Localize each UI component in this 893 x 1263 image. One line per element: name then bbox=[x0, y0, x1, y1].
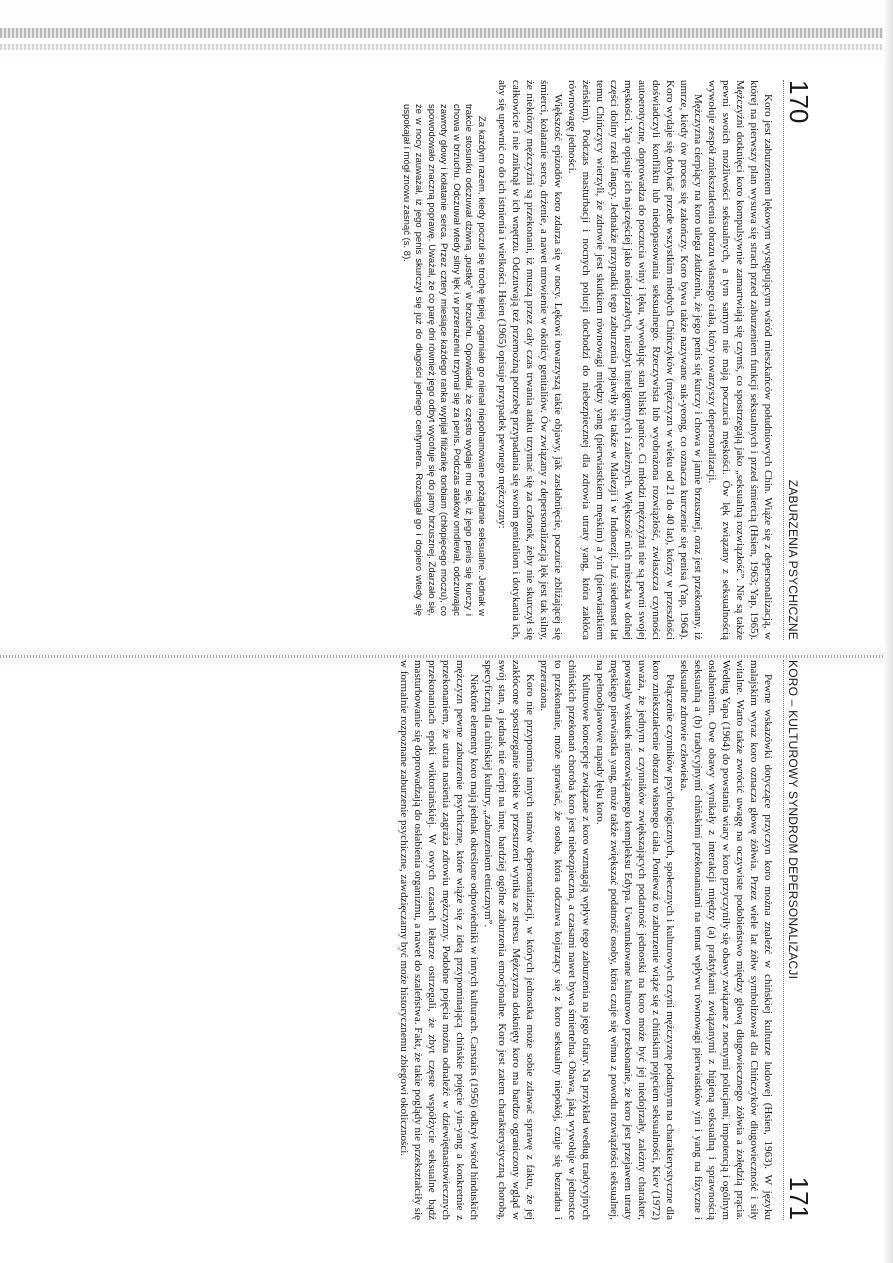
page-170 bbox=[400, 80, 813, 640]
paragraph: Kulturowe koncepcje związane z koro wzmagają wpływ tego zaburzenia na jego ofiary. Na przykład według tradycyjnych chińskich przekonań choroba koro jest niebezpieczna, a czasami nawet bywa śmiertelna. Obawa, jaką wywołuje w jednostce to przekonanie, może sprawiać, że osoba, która odczuwa kojarzący się z koro seksualny niepokój, czuje się bezradna i przerażona. bbox=[538, 660, 592, 1220]
scan-edge-noise-faint bbox=[0, 44, 893, 50]
paragraph: Niektóre elementy koro mają jednak określone odpowiedniki w innych kulturach. Carstairs (1956) odkrył wśród hinduskich mężczyzn pewne zaburzenie psychiczne, które wiąże się z ideą przypominającą chińskie pojęcie yin-yang a konkretnie z przekonaniem, że utrata nasienia zagraża zdrowiu mężczyzny. Podobne pojęcia można odnaleźć w dziewiętnastowiecznych przekonaniach epoki wiktoriańskiej. W owych czasach lekarze ostrzegali, że zbyt częste współżycie seksualne bądź masturbowanie się doprowadzają do osłabienia organizmu, a nawet do szaleństwa. Fakt, że takie poglądy nie przekształciły się w formalnie rozpoznane zaburzenie psychiczne, zawdzięczamy być może historycznemu zbiegowi okoliczności. bbox=[398, 660, 480, 1220]
running-head: KORO – KULTUROWY SYNDROM DEPERSONALIZACJI bbox=[786, 660, 800, 980]
paragraph: Koro nie przypomina innych stanów depersonalizacji, w których jednostka może sobie zdawać sprawę z faktu, że jej zakłócone spostrzeganie siebie w przestrzeni wynika ze stresu. Mężczyzna dotknięty koro ma bardzo ograniczony wgląd w swój stan, a jednak nie cierpi na inne, bardziej ogólne zaburzenia emocjonalne. Koro jest zatem charakterystyczną chorobą, specyficzną dla chińskiej kultury, „zaburzeniem etnicznym”. bbox=[482, 660, 536, 1220]
scan-gutter bbox=[0, 0, 893, 80]
page-header bbox=[783, 660, 812, 1220]
paragraph: Połączenie czynników psychologicznych, społecznych i kulturowych czyni mężczyznę podatnym na charakterystyczne dla koro zniekształcenie obrazu własnego ciała. Ponieważ to zaburzenie wiąże się z chińskim pojęciem seksualności, Kiev (1972) uważa, że jednym z czynników zwiększających podatność jednostki na koro może być jej niedojrzały, zależny charakter, powstały wskutek nierozwiązanego kompleksu Edypa. Uwarunkowane kulturowo przekonanie, że koro jest przejawem utraty męskiego pierwiastka yang, może także zwiększać podatność osoby, która czuje się winna z powodu rozwiązłości seksualnej, na pełnoobjawowe napady lęku koro. bbox=[594, 660, 676, 1220]
paragraph: Pewne wskazówki dotyczące przyczyn koro można znaleźć w chińskiej kulturze ludowej (Hsien, 1963). W języku malajskim wyraz koro oznacza głowę żółwia. Przez wiele lat żółw symbolizował dla Chińczyków długowieczność i siły witalne. Warto także zwrócić uwagę na oczywiste podobieństwo między głową długowiecznego żółwia a żołędzią prącia. Według Yapa (1964) do powstania wiary w koro przyczyniły się obawy związane z nocnymi polucjami, impotencją i ogólnym osłabieniem. Owe obawy wynikały z interakcji między (a) praktykami związanymi z higieną seksualną i sprawnością seksualną a (b) tradycyjnymi chińskimi przekonaniami na temat wpływu równowagi pierwiastków yin i yang na fizyczne i seksualne zdrowie człowieka. bbox=[678, 660, 774, 1220]
block-quote: Za każdym razem, kiedy poczuł się trochę lepiej, ogarniało go nienał niepohamowane pożądanie seksualne. Jednak w trakcie stosunku odczuwał dziwną „pustkę” w brzuchu. Opowiadał, że często wydaje mu się, iż jego penis się kurczy i chowa w brzuchu. Odczuwał wtedy silny lęk i w przerażeniu trzymał się za penis. Podczas ataków omdlewał, odczuwając zawroty głowy i kołatanie serca. Przez cztery miesiące każdego ranka wypijał filiżankę tonbiam (chłopięcego moczu), co spowodowało znaczną poprawę. Uważał, że co parę dni również jego odbyt wycofuje się do jamy brzusznej. Zdarzało się, że w nocy zauważał, iż jego penis skurczył się już do długości jednego centymetra. Rozciągał go i dopiero wtedy się uspokajał i mógł znowu zasnąć (s. 8). bbox=[401, 104, 487, 616]
page-header bbox=[783, 80, 812, 640]
paragraph: Większość epizodów koro zdarza się w nocy. Lękowi towarzyszą takie objawy, jak zasłabnięcie, poczucie zbliżającej się śmierci, kołatanie serca, drżenie, a nawet mrowienie w okolicy genitaliów. Ów związany z depersonalizacją lęk jest tak silny, że niektórzy mężczyźni są przekonani, iż muszą przez cały czas trwania ataku trzymać się za członek, żeby nie skurczył się całkowicie i nie zniknął w ich wnętrzu. Odczuwają też przemożną potrzebę przypadania się swoim genitaliom i dotykania ich, aby się upewnić co do ich istnienia i wielkości. Hsien (1965) opisuje przypadek pewnego mężczyzny: bbox=[496, 80, 564, 640]
running-head: ZABURZENIA PSYCHICZNE bbox=[786, 479, 800, 640]
page-number: 170 bbox=[784, 80, 814, 124]
book-fold-line bbox=[0, 655, 893, 658]
page-171 bbox=[397, 660, 812, 1220]
scan-right-edge bbox=[883, 0, 893, 1263]
page-number: 171 bbox=[784, 1176, 814, 1220]
paragraph: Koro jest zaburzeniem lękowym występującym wśród mieszkańców południowych Chin. Wiąże się z depersonalizacją, w której na pierwszy plan wysuwa się strach przed zaburzeniem funkcji seksualnych i przed śmiercią (Hsien, 1963; Yap, 1965). Mężczyźni dotknięci koro kompulsywnie zamartwiają się czymś, co spostrzegają jako „seksualną rozwiązłość”. Nie są także pewni swoich możliwości seksualnych, a tym samym nie mają poczucia męskości. Ów lęk związany z seksualnością wywołuje zespół zniekształcenia obrazu własnego ciała, który towarzyszy depersonalizacji. bbox=[706, 80, 774, 640]
scan-edge-noise bbox=[0, 28, 893, 38]
paragraph: Mężczyzna cierpiący na koro ulega złudzeniu, że jego penis się kurczy i chowa w jamie brzusznej, oraz jest przekonany, iż umrze, kiedy ów proces się zakończy. Koro bywa także nazywane suk-yeong, co oznacza kurczenie się penisa (Yap, 1964). Koro wydaje się dotykać przede wszystkim młodych Chińczyków (mężczyzn w wieku od 21 do 40 lat), którzy w przeszłości doświadczyli konfliktu lub niedopasowania seksualnego. Rzeczywista lub wyobrażona rozwiązłość, zwłaszcza czynności autoerotyczne, doprowadza do poczucia winy i lęku, wywołując stan bliski panice. Ci młodzi mężczyźni nie są pewni swojej męskości. Yap opisuje ich najczęściej jako niedojrzałych, niezbyt inteligentnych i zależnych. Większość nich mieszka w dolnej części doliny rzeki Jangcy. Jednakże przypadki tego zaburzenia pojawiły się także w Malezji i w Indonezji. Już siedemset lat temu Chińczycy wierzyli, że zdrowie jest skutkiem równowagi między yang (pierwiastkiem męskim) a yin (pierwiastkiem żeńskim). Podczas masturbacji i nocnych polucji dochodzi do niebezpiecznej dla zdrowia utraty yang, która zakłóca równowagę jedności. bbox=[566, 80, 704, 640]
